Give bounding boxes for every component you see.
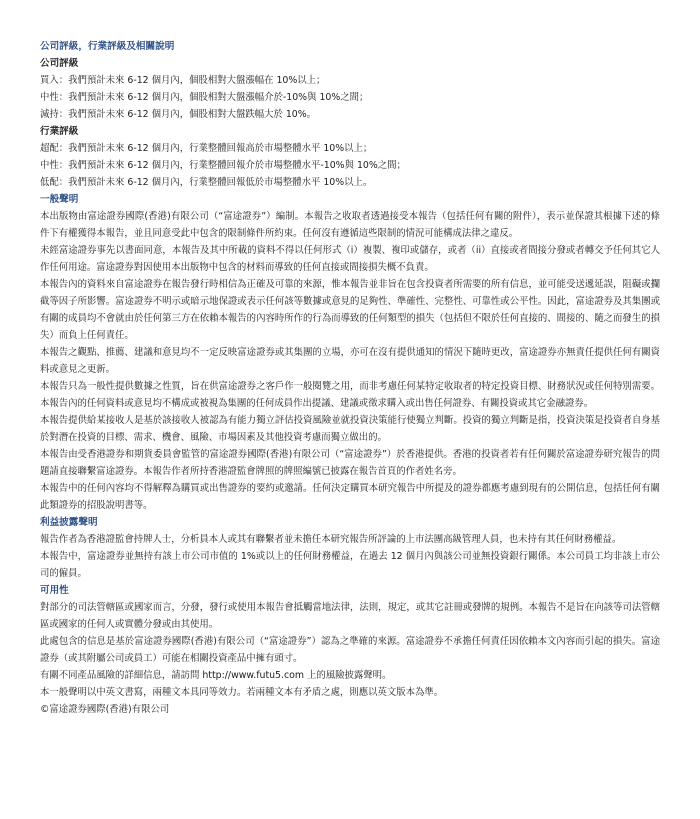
general-paragraph: 本出版物由富途證券國際(香港)有限公司（“富途證券”）編制。本報告之收取者透過接受本報告（包括任何有關的附件），表示並保證其根據下述的條件下有權獲得本報告，並且同意受此中包含的限制條件所約束。任何沒有遵循這些限制的情況可能構成法律之違反。 bbox=[40, 211, 660, 239]
disclosure-section-title: 利益披露聲明 bbox=[40, 517, 98, 528]
availability-paragraph: 此處包含的信息是基於富途證券國際(香港)有限公司（“富途證券”）認為之準確的來源。富途證券不承擔任何責任因依賴本文內容而引起的損失。富途證券（或其附屬公司或員工）可能在相關投資產品中擁有頭寸。 bbox=[40, 636, 660, 664]
general-paragraph: 本報告由受香港證券和期貨委員會監管的富途證券國際(香港)有限公司（“富途證券”）於香港提供。香港的投資者若有任何關於富途證券研究報告的問題請直接聯繫富途證券。本報告作者所持香港證監會牌照的牌照編號已披露在報告首頁的作者姓名旁。 bbox=[40, 449, 660, 477]
general-paragraph: 本報告中的任何內容均不得解釋為購買或出售證券的要約或邀請。任何決定購買本研究報告中所提及的證券都應考慮到現有的公開信息，包括任何有關此類證券的招股說明書等。 bbox=[40, 483, 660, 511]
company-rating-buy: 買入：我們預計未來 6-12 個月內，個股相對大盤漲幅在 10%以上； bbox=[40, 75, 326, 86]
industry-rating-neutral: 中性：我們預計未來 6-12 個月內，行業整體回報介於市場整體水平-10%與 10%之間； bbox=[40, 160, 406, 171]
company-rating-neutral: 中性：我們預計未來 6-12 個月內，個股相對大盤漲幅介於-10%與 10%之間； bbox=[40, 92, 369, 103]
general-paragraph: 未經富途證券事先以書面同意，本報告及其中所載的資料不得以任何形式（i）複製、複印或儲存，或者（ii）直接或者間接分發或者轉交予任何其它人作任何用途。富途證券對因使用本出版物中包含的材料而導致的任何直接或間接損失概不負責。 bbox=[40, 245, 660, 273]
availability-paragraph: 本一般聲明以中英文書寫，兩種文本具同等效力。若兩種文本有矛盾之處，則應以英文版本為準。 bbox=[40, 687, 444, 698]
disclosure-paragraph: 本報告中，富途證券並無持有該上市公司市值的 1%或以上的任何財務權益，在過去 12 個月內與該公司並無投資銀行關係。本公司員工均非該上市公司的僱員。 bbox=[40, 551, 660, 579]
general-paragraph: 本報告只為一般性提供數據之性質，旨在供富途證券之客戶作一般閱覽之用，而非考慮任何某特定收取者的特定投資目標、財務狀況或任何特別需要。本報告內的任何資料或意見均不構成或被視為集團的任何成員作出提議、建議或徵求購入或出售任何證券、有關投資或其它金融證券。 bbox=[40, 381, 660, 409]
disclosure-paragraph: 報告作者為香港證監會持牌人士，分析員本人或其有聯繫者並未擔任本研究報告所評論的上市法團高級管理人員，也未持有其任何財務權益。 bbox=[40, 534, 622, 545]
company-rating-title: 公司評級 bbox=[40, 58, 79, 69]
general-section-title: 一般聲明 bbox=[40, 194, 79, 205]
general-paragraph: 本報告內的資料來自富途證券在報告發行時相信為正確及可靠的來源，惟本報告並非旨在包含投資者所需要的所有信息，並可能受送遞延誤，阻礙或攔截等因子所影響。富途證券不明示或暗示地保證或表示任何該等數據或意見的足夠性、準確性、完整性、可靠性或公平性。因此，富途證券及其集團或有關的成員均不會就由於任何第三方在依賴本報告的內容時所作的行為而導致的任何類型的損失（包括但不限於任何直接的、間接的、隨之而發生的損失）而負上任何責任。 bbox=[40, 279, 660, 341]
industry-rating-underweight: 低配：我們預計未來 6-12 個月內，行業整體回報低於市場整體水平 10%以上。 bbox=[40, 177, 373, 188]
industry-rating-title: 行業評級 bbox=[40, 126, 79, 137]
rating-section-title: 公司評級，行業評級及相關說明 bbox=[40, 41, 175, 52]
availability-section-title: 可用性 bbox=[40, 585, 69, 596]
availability-paragraph: 有關不同產品風險的詳細信息，請訪問 http://www.futu5.com 上的風險披露聲明。 bbox=[40, 670, 392, 681]
general-paragraph: 本報告之觀點、推薦、建議和意見均不一定反映富途證券或其集團的立場，亦可在沒有提供通知的情況下隨時更改，富途證券亦無責任提供任何有關資料或意見之更新。 bbox=[40, 347, 660, 375]
company-rating-reduce: 減持：我們預計未來 6-12 個月內，個股相對大盤跌幅大於 10%。 bbox=[40, 109, 317, 120]
general-paragraph: 本報告提供給某接收人是基於該接收人被認為有能力獨立評估投資風險並就投資決策能行使獨立判斷。投資的獨立判斷是指，投資決策是投資者自身基於對潛在投資的目標、需求、機會、風險、市場因素及其他投資考慮而獨立做出的。 bbox=[40, 415, 660, 443]
industry-rating-overweight: 超配：我們預計未來 6-12 個月內，行業整體回報高於市場整體水平 10%以上； bbox=[40, 143, 373, 154]
availability-paragraph: 對部分的司法管轄區或國家而言，分發，發行或使用本報告會抵觸當地法律，法則，規定，或其它註冊或發牌的規例。本報告不是旨在向該等司法管轄區或國家的任何人或實體分發或由其使用。 bbox=[40, 602, 660, 630]
copyright-notice: ©富途證券國際(香港)有限公司 bbox=[40, 704, 170, 715]
